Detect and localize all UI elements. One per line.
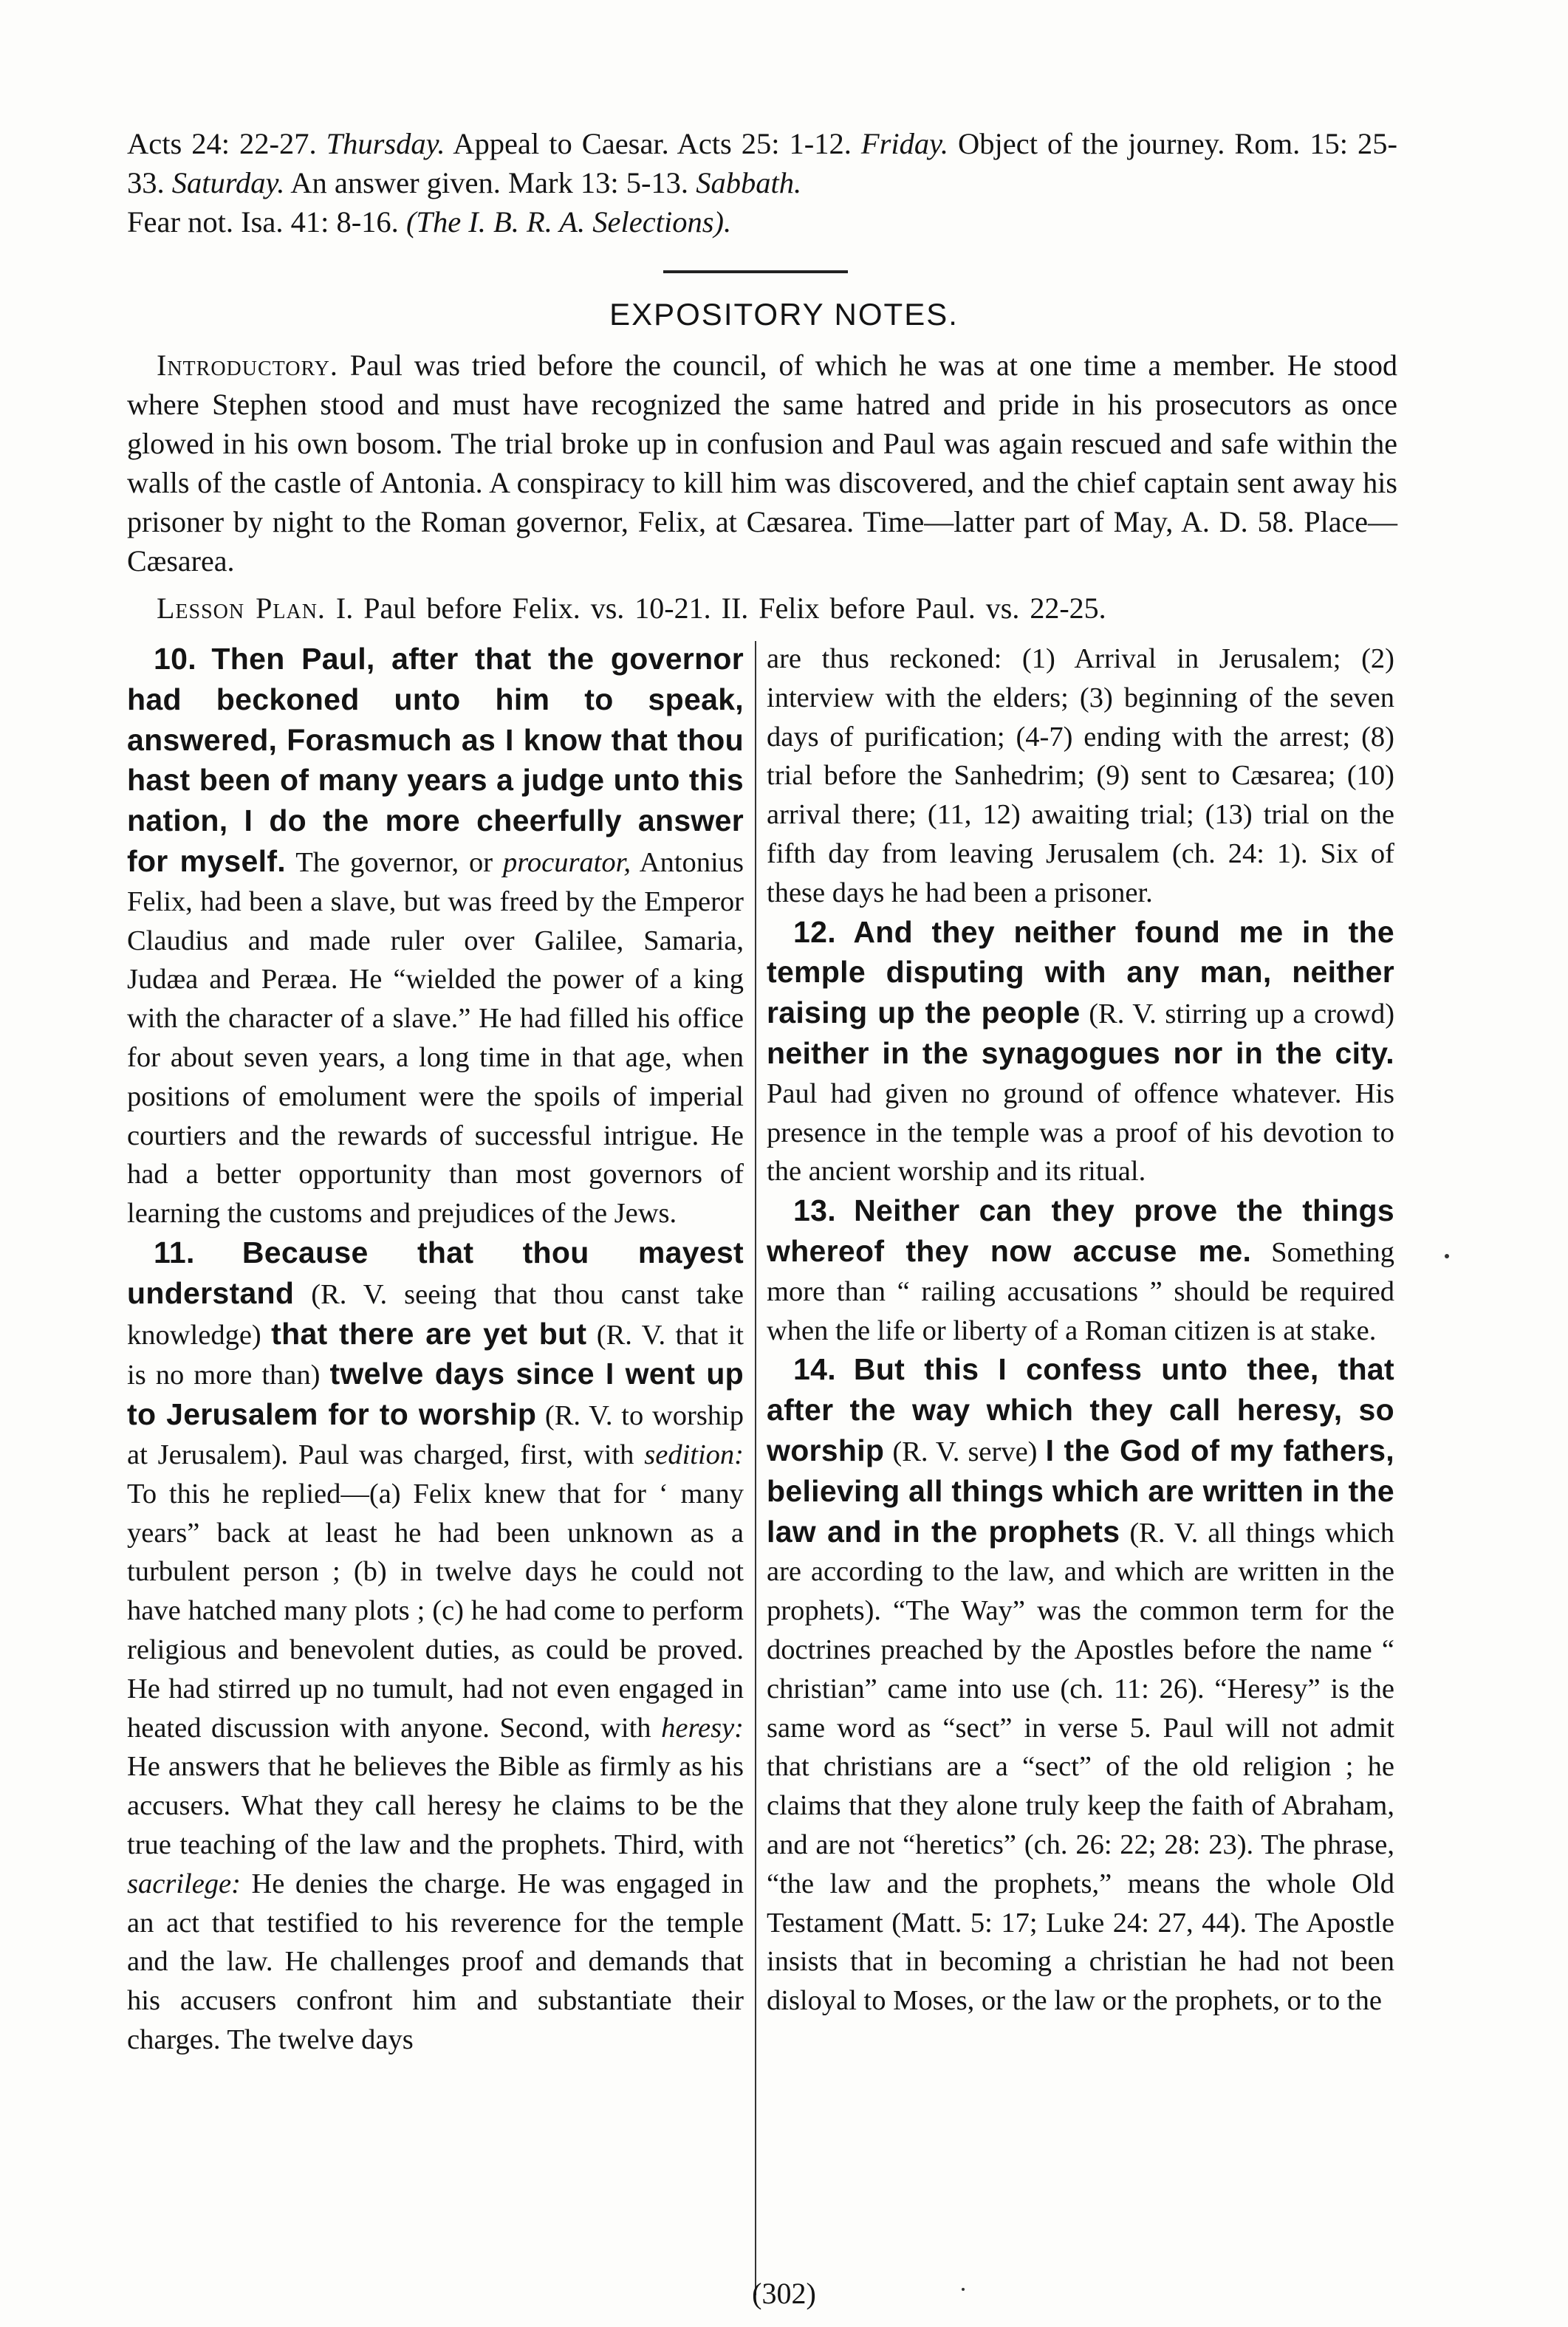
verse-number: 10. bbox=[154, 642, 196, 676]
reading-title: Fear not. bbox=[127, 205, 233, 239]
verse-text: Neither can they prove the things whereof they now accuse me. bbox=[767, 1193, 1394, 1268]
revised-version-text: (R. V. that it is no more than) bbox=[127, 1319, 744, 1391]
revised-version-text: (R. V. stirring up a crowd) bbox=[1089, 998, 1395, 1030]
scan-speck bbox=[1445, 1254, 1449, 1258]
verse-text: twelve days since I went up to Jerusalem for to worship bbox=[127, 1357, 744, 1432]
commentary-text: Paul was charged, first, with bbox=[298, 1439, 634, 1470]
page-number: (302) bbox=[752, 2277, 816, 2310]
commentary-text: The governor, or bbox=[295, 846, 493, 878]
lesson-plan bbox=[157, 589, 1397, 628]
emphasis-term: procurator, bbox=[503, 846, 631, 878]
section-rule bbox=[663, 270, 848, 273]
reading-title: Object of the bbox=[958, 127, 1119, 160]
daily-readings bbox=[127, 124, 1397, 241]
column-divider bbox=[755, 641, 756, 2295]
note-verse-14 bbox=[767, 1350, 1394, 2021]
commentary-text: He answers that he believes the Bible as firmly as his accusers. What they call heresy he claims to be the true teaching of the law and the prophets. Third, with bbox=[127, 1751, 744, 1860]
emphasis-term: sacrilege: bbox=[127, 1868, 241, 1899]
intro-label: Introductory. bbox=[157, 349, 338, 382]
commentary-text: To this he replied—(a) Felix knew that for ‘ many years” back at least he had been unknown as a turbulent person ; (b) in twelve days he could not have hatched many plots ; (c) he had come to perform religious and benevolent duties, as could be proved. He had stirred up no tumult, had not even engaged in heated discussion with anyone. Second, with bbox=[127, 1478, 744, 1744]
note-verse-11 bbox=[127, 1233, 744, 2060]
reading-day: Friday. bbox=[860, 127, 949, 160]
scan-speck bbox=[962, 2288, 965, 2291]
revised-version-text: (R. V. all things which are according to the law, and which are written in the prophets). bbox=[767, 1517, 1394, 1627]
verse-text: that there are yet but bbox=[271, 1316, 587, 1351]
reading-ref: Acts 24: 22-27. bbox=[127, 127, 317, 160]
reading-ref: Mark 13: 5-13. bbox=[507, 166, 689, 199]
lesson-plan-label: Lesson Plan. bbox=[157, 592, 326, 625]
verse-number: 13. bbox=[793, 1193, 836, 1228]
reading-ref: Acts 25: 1-12. bbox=[677, 127, 852, 160]
right-column bbox=[767, 640, 1394, 2021]
verse-number: 12. bbox=[793, 914, 836, 949]
commentary-text: “The Way” was the common term for the doctrines preached by the Apostles before the name “ christian” came into use (ch. 11: 26). “Heresy” is the same word as “sect” in verse 5. Paul will not admit that christians are a “sect” of the old religion ; he claims that they alone truly keep the faith of Abraham, and are not “heretics” (ch. 26: 22; 28: 23). The phrase, “the law and the prophets,” means the whole Old Testament (Matt. 5: 17; Luke 24: 27, 44). The Apostle insists that in becoming a christian he had not been disloyal to Moses, or the law or the prophets, or to the bbox=[767, 1595, 1394, 2017]
commentary-text: Something more than “ railing accusations ” should be required when the life or liberty of a Roman citizen is at stake. bbox=[767, 1236, 1394, 1346]
reading-title: An answer given. bbox=[290, 166, 501, 199]
reading-day: Thursday. bbox=[326, 127, 445, 160]
intro-text: Paul was tried before the council, of which he was at one time a member. He stood where Stephen stood and must have recognized the same hatred and pride in his prosecutors as once glowed in his own bosom. The trial broke up in confusion and Paul was again rescued and safe within the walls of the castle of Antonia. A conspiracy to kill him was discovered, and the chief captain sent away his prisoner by night to the Roman governor, Felix, at Cæsarea. Time—latter part of May, A. D. 58. Place—Cæsarea. bbox=[127, 349, 1397, 578]
commentary-text: He denies the charge. He was engaged in an act that testified to his reverence for the temple and the law. He challenges proof and demands that his accusers confront him and substantiate their charges. The twelve days bbox=[127, 1868, 744, 2055]
verse-text: But this I confess unto thee, that after the way which they call heresy, so worship bbox=[767, 1352, 1394, 1467]
verse-text: Then Paul, after that the governor had beckoned unto him to speak, answered, Forasmuch as I know that thou hast been of many years a judge unto this nation, I do the more cheerfully answer for myself. bbox=[127, 642, 744, 878]
commentary-text: Antonius Felix, had been a slave, but was freed by the Emperor Claudius and made ruler over Galilee, Samaria, Judæa and Peræa. He “wielded the power of a king with the character of a slave.” He had filled his office for about seven years, a long time in that age, when positions of emolument were the spoils of imperial courtiers and the rewards of successful intrigue. He had a better opportunity than most governors of learning the customs and prejudices of the Jews. bbox=[127, 846, 744, 1230]
reading-source: (The I. B. R. A. Selections). bbox=[405, 205, 732, 239]
verse-number: 14. bbox=[793, 1352, 836, 1387]
reading-title: Appeal to Caesar. bbox=[453, 127, 669, 160]
note-verse-12 bbox=[767, 913, 1394, 1192]
section-heading: EXPOSITORY NOTES. bbox=[609, 297, 959, 332]
introductory-paragraph bbox=[127, 346, 1397, 580]
emphasis-term: sedition: bbox=[644, 1439, 744, 1470]
verse-text: Because that thou mayest understand bbox=[127, 1235, 744, 1310]
verse-number: 11. bbox=[154, 1235, 195, 1269]
note-verse-13 bbox=[767, 1191, 1394, 1350]
note-verse-10 bbox=[127, 640, 744, 1233]
revised-version-text: (R. V. serve) bbox=[892, 1436, 1038, 1467]
verse-text: neither in the synagogues nor in the city. bbox=[767, 1035, 1394, 1070]
emphasis-term: heresy: bbox=[661, 1712, 744, 1744]
reading-title: journey. bbox=[1128, 127, 1225, 160]
note-continuation: are thus reckoned: (1) Arrival in Jerusalem; (2) interview with the elders; (3) beginning of the seven days of purification; (4-7) ending with the arrest; (8) trial before the Sanhedrim; (9) sent to Cæsarea; (10) arrival there; (11, 12) awaiting trial; (13) trial on the fifth day from leaving Jerusalem (ch. 24: 1). Six of these days he had been a prisoner. bbox=[767, 643, 1394, 908]
reading-day: Sabbath. bbox=[696, 166, 802, 199]
revised-version-text: (R. V. seeing that thou canst take knowledge) bbox=[127, 1278, 744, 1351]
verse-text: And they neither found me in the temple disputing with any man, neither raising up the people bbox=[767, 914, 1394, 1030]
reading-ref: Isa. 41: 8-16. bbox=[241, 205, 399, 239]
reading-ref: Rom. 15: 25-33. bbox=[127, 127, 1398, 199]
commentary-text: Paul had given no ground of offence whatever. His presence in the temple was a proof of his devotion to the ancient worship and its ritual. bbox=[767, 1077, 1394, 1188]
left-column bbox=[127, 640, 744, 2060]
verse-text: I the God of my fathers, believing all things which are written in the law and in the prophets bbox=[767, 1433, 1394, 1549]
lesson-plan-text: I. Paul before Felix. vs. 10-21. II. Felix before Paul. vs. 22-25. bbox=[335, 592, 1106, 625]
revised-version-text: (R. V. to worship at Jerusalem). bbox=[127, 1400, 744, 1470]
reading-day: Saturday. bbox=[171, 166, 285, 199]
intro-body bbox=[127, 346, 1397, 580]
